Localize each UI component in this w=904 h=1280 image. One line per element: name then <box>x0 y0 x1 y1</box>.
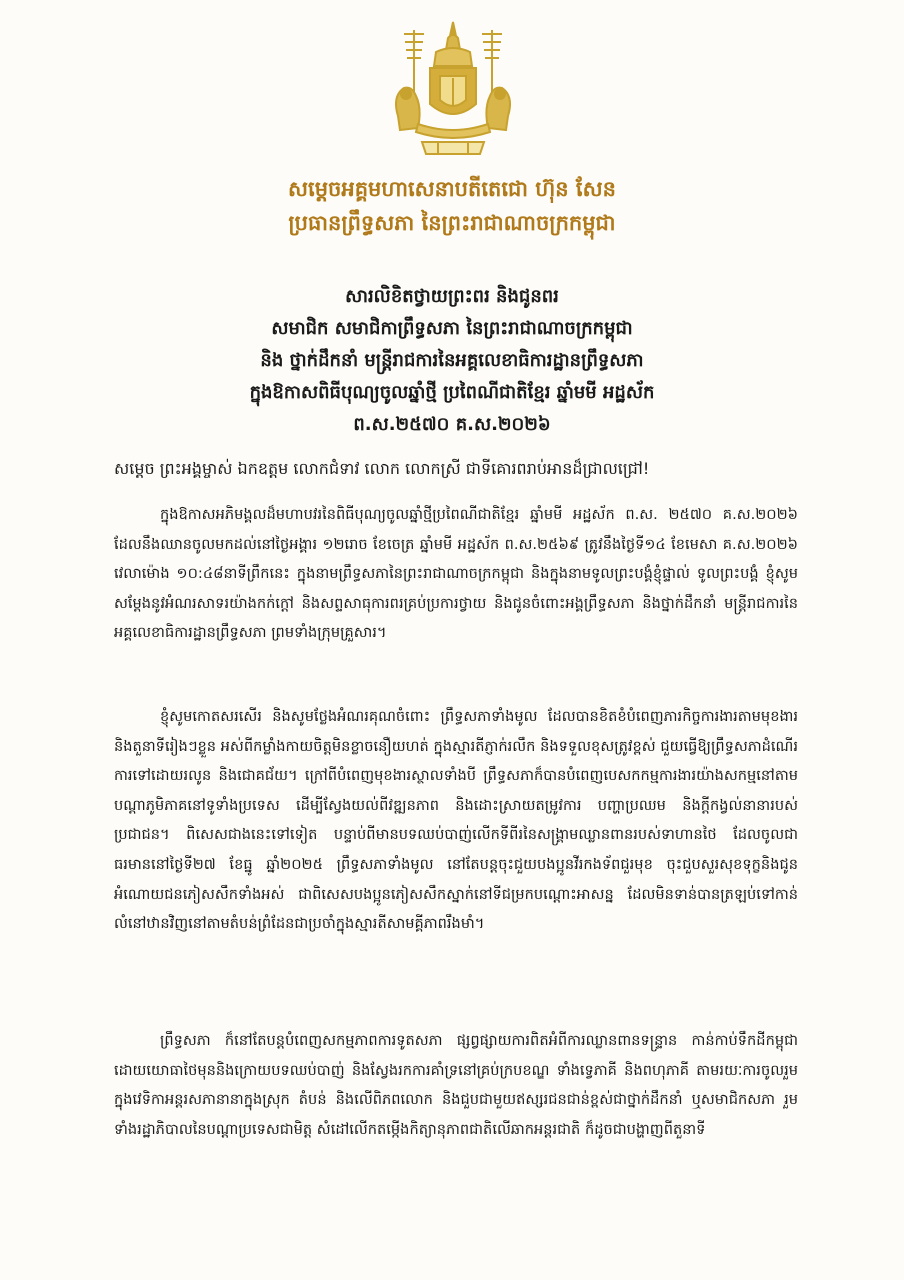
letter-title-line-2: សមាជិក សមាជិកាព្រឹទ្ធសភា នៃព្រះរាជាណាចក្រកម្ពុជា <box>271 318 633 339</box>
salutation: សម្តេច ព្រះអង្គម្ចាស់ ឯកឧត្តម លោកជំទាវ លោក លោកស្រី ជាទីគោរពរាប់អានដ៏ជ្រាលជ្រៅ! <box>114 459 650 478</box>
paragraph-1-text: ក្នុងឱកាសអភិមង្គលដ៏មហាបវរនៃពិធីបុណ្យចូលឆ្នាំថ្មីប្រពៃណីជាតិខ្មែរ ឆ្នាំមមី អដ្ឋស័ក ព.ស. ២៥៧០ គ.ស.២០២៦ ដែលនឹងឈានចូលមកដល់នៅថ្ងៃអង្គារ ១២រោច ខែចេត្រ ឆ្នាំមមី អដ្ឋស័ក ព.ស.២៥៦៩ ត្រូវនឹងថ្ងៃទី១៤ ខែមេសា គ.ស.២០២៦ វេលាម៉ោង ១០:៤៨នាទីព្រឹកនេះ ក្នុងនាមព្រឹទ្ធសភានៃព្រះរាជាណាចក្រកម្ពុជា និងក្នុងនាមទូលព្រះបង្គំខ្ញុំផ្ទាល់ ទូលព្រះបង្គំ ខ្ញុំសូមសម្តែងនូវអំណរសាទរយ៉ាងកក់ក្តៅ និងសព្ទសាធុការពរគ្រប់ប្រការថ្វាយ និងជូនចំពោះអង្គព្រឹទ្ធសភា និងថ្នាក់ដឹកនាំ មន្ត្រីរាជការនៃអគ្គលេខាធិការដ្ឋានព្រឹទ្ធសភា ព្រមទាំងក្រុមគ្រួសារ។ <box>114 506 798 642</box>
body-paragraph-1 <box>114 500 798 648</box>
paragraph-2-text: ខ្ញុំសូមកោតសរសើរ និងសូមថ្លែងអំណរគុណចំពោះ ព្រឹទ្ធសភាទាំងមូល ដែលបានខិតខំបំពេញភារកិច្ចការងារតាមមុខងារ និងតួនាទីរៀងៗខ្លួន អស់ពីកម្លាំងកាយចិត្តមិនខ្លាចនឿយហត់ ក្នុងស្មារតីភ្ញាក់រលឹក និងទទួលខុសត្រូវខ្ពស់ ជួយធ្វើឱ្យព្រឹទ្ធសភាដំណើរការទៅដោយរលូន និងជោគជ័យ។ ក្រៅពីបំពេញមុខងារស្ថាលទាំងបី ព្រឹទ្ធសភាក៏បានបំពេញបេសកកម្មការងារយ៉ាងសកម្មនៅតាមបណ្តាភូមិភាគនៅទូទាំងប្រទេស ដើម្បីស្វែងយល់ពីវឌ្ឍនភាព និងដោះស្រាយតម្រូវការ បញ្ហាប្រឈម និងក្តីកង្វល់នានារបស់ប្រជាជន។ ពិសេសជាងនេះទៅទៀត បន្ទាប់ពីមានបទឈប់បាញ់លើកទីពីរនៃសង្គ្រាមឈ្លានពានរបស់ទាហានថៃ ដែលចូលជាធរមាននៅថ្ងៃទី២៧ ខែធ្នូ ឆ្នាំ២០២៥ ព្រឹទ្ធសភាទាំងមូល នៅតែបន្តចុះជួយបងប្អូនវីរកងទ័ពជួរមុខ ចុះជួបសួរសុខទុក្ខនិងជូនអំណោយជនភៀសសឹកទាំងអស់ ជាពិសេសបងប្អូនភៀសសឹកស្នាក់នៅទីជម្រកបណ្តោះអាសន្ន ដែលមិនទាន់បានត្រឡប់ទៅកាន់លំនៅឋានវិញនៅតាមតំបន់ព្រំដែនជាប្រចាំក្នុងស្មារតីសាមគ្គីភាពរឹងមាំ។ <box>114 708 798 933</box>
letter-title-line-3: និង ថ្នាក់ដឹកនាំ មន្ត្រីរាជការនៃអគ្គលេខាធិការដ្ឋានព្រឹទ្ធសភា <box>260 350 644 371</box>
letter-title-line-5: ព.ស.២៥៧០ គ.ស.២០២៦ <box>353 414 551 435</box>
letter-title-line-4: ក្នុងឱកាសពិធីបុណ្យចូលឆ្នាំថ្មី ប្រពៃណីជាតិខ្មែរ ឆ្នាំមមី អដ្ឋស័ក <box>249 382 655 403</box>
letter-title-line-1: សារលិខិតថ្វាយព្រះពរ និងជូនពរ <box>345 286 559 307</box>
author-name-heading: សម្តេចអគ្គមហាសេនាបតីតេជោ ហ៊ុន សែន <box>288 177 616 201</box>
royal-coat-of-arms-emblem <box>378 16 528 166</box>
paragraph-3-text: ព្រឹទ្ធសភា ក៏នៅតែបន្តបំពេញសកម្មភាពការទូតសភា ផ្សព្វផ្សាយការពិតអំពីការឈ្លានពានទន្ទ្រាន កាន់កាប់ទឹកដីកម្ពុជាដោយយោធាថៃមុននិងក្រោយបទឈប់បាញ់ និងស្វែងរកការគាំទ្រនៅគ្រប់ក្របខណ្ឌ ទាំងទ្វេភាគី និងពហុភាគី តាមរយៈការចូលរួមក្នុងវេទិកាអន្តរសភានានាក្នុងស្រុក តំបន់ និងលើពិភពលោក និងជួបជាមួយឥស្សរជនជាន់ខ្ពស់ជាថ្នាក់ដឹកនាំ ឬសមាជិកសភា រួមទាំងរដ្ឋាភិបាលនៃបណ្តាប្រទេសជាមិត្ត សំដៅលើកតម្កើងកិត្យានុភាពជាតិលើឆាកអន្តរជាតិ ក៏ដូចជាបង្ហាញពីតួនាទី <box>114 1032 798 1138</box>
author-title-heading: ប្រធានព្រឹទ្ធសភា នៃព្រះរាជាណាចក្រកម្ពុជា <box>288 211 616 235</box>
body-paragraph-3 <box>114 1026 798 1144</box>
body-paragraph-2 <box>114 702 798 939</box>
